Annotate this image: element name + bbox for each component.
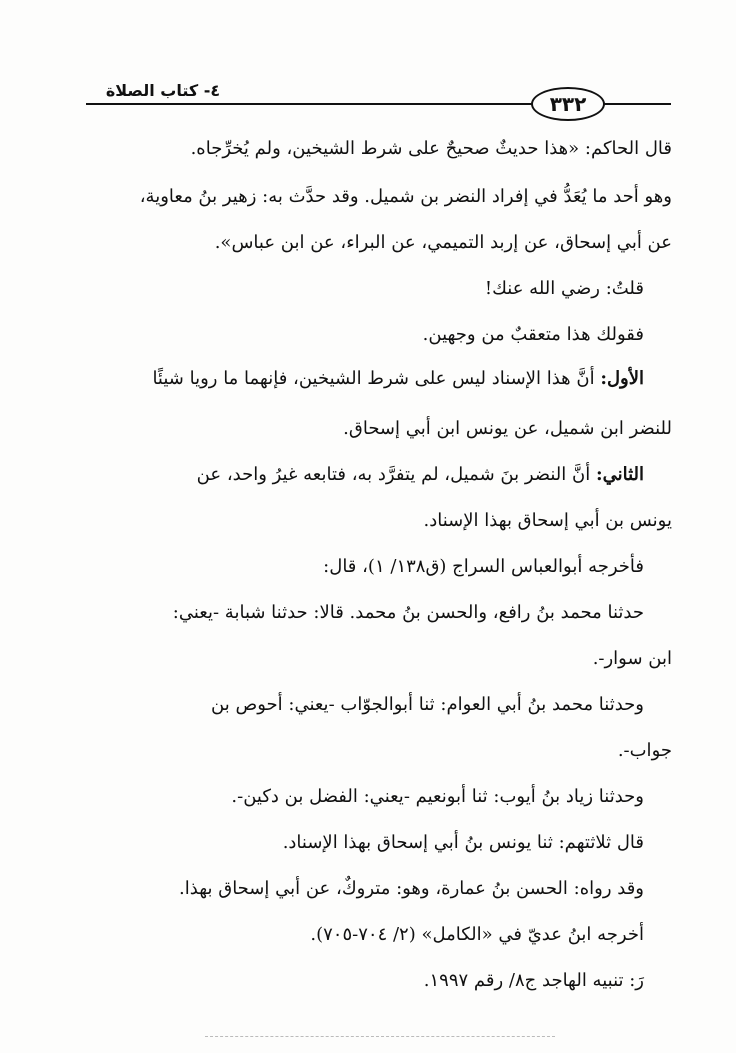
text-line: حدثنا محمد بنُ رافع، والحسن بنُ محمد. قالا: حدثنا شبابة -يعني: <box>172 602 644 623</box>
text-line <box>197 466 644 484</box>
section-label: الأول: <box>600 368 644 389</box>
section-label: الثاني: <box>595 464 644 485</box>
text-line: ابن سوار-. <box>592 648 672 669</box>
text-line: وحدثنا محمد بنُ أبي العوام: ثنا أبوالجوّاب -يعني: أحوص بن <box>211 694 644 715</box>
page-header <box>0 70 736 120</box>
text-line: قلتُ: رضي الله عنك! <box>484 278 644 299</box>
text-line: وهو أحد ما يُعَدُّ في إفراد النضر بن شميل. وقد حدَّث به: زهير بنُ معاوية، <box>139 186 672 207</box>
running-title: ٤- كتاب الصلاة <box>88 81 238 100</box>
text-line: جواب-. <box>617 740 672 761</box>
text-line: رَ: تنبيه الهاجد ج٨/ رقم ١٩٩٧. <box>423 970 644 991</box>
text-line: عن أبي إسحاق، عن إربد التميمي، عن البراء، عن ابن عباس». <box>214 232 672 253</box>
footer-rule <box>205 1036 555 1037</box>
text-line: للنضر ابن شميل، عن يونس ابن أبي إسحاق. <box>343 418 672 439</box>
text-line: يونس بن أبي إسحاق بهذا الإسناد. <box>423 510 672 531</box>
text-line: فأخرجه أبوالعباس السراج (ق١٣٨/ ١)، قال: <box>323 556 644 577</box>
text-line: فقولك هذا متعقبٌ من وجهين. <box>422 324 644 345</box>
text-line: قال الحاكم: «هذا حديثٌ صحيحٌ على شرط الشيخين، ولم يُخرِّجاه. <box>190 138 672 159</box>
section-text: أنَّ هذا الإسناد ليس على شرط الشيخين، فإنهما ما رويا شيئًا <box>152 368 601 389</box>
text-line: وحدثنا زياد بنُ أيوب: ثنا أبونعيم -يعني: الفضل بن دكين-. <box>231 786 644 807</box>
page-number: ٣٣٢ <box>531 87 605 121</box>
text-line: وقد رواه: الحسن بنُ عمارة، وهو: متروكٌ، عن أبي إسحاق بهذا. <box>179 878 644 899</box>
text-line: قال ثلاثتهم: ثنا يونس بنُ أبي إسحاق بهذا الإسناد. <box>282 832 644 853</box>
text-line: أخرجه ابنُ عديّ في «الكامل» (٢/ ٧٠٤-٧٠٥). <box>310 924 644 945</box>
text-line <box>152 370 644 388</box>
section-text: أنَّ النضر بنَ شميل، لم يتفرَّد به، فتابعه غيرُ واحد، عن <box>196 464 596 485</box>
